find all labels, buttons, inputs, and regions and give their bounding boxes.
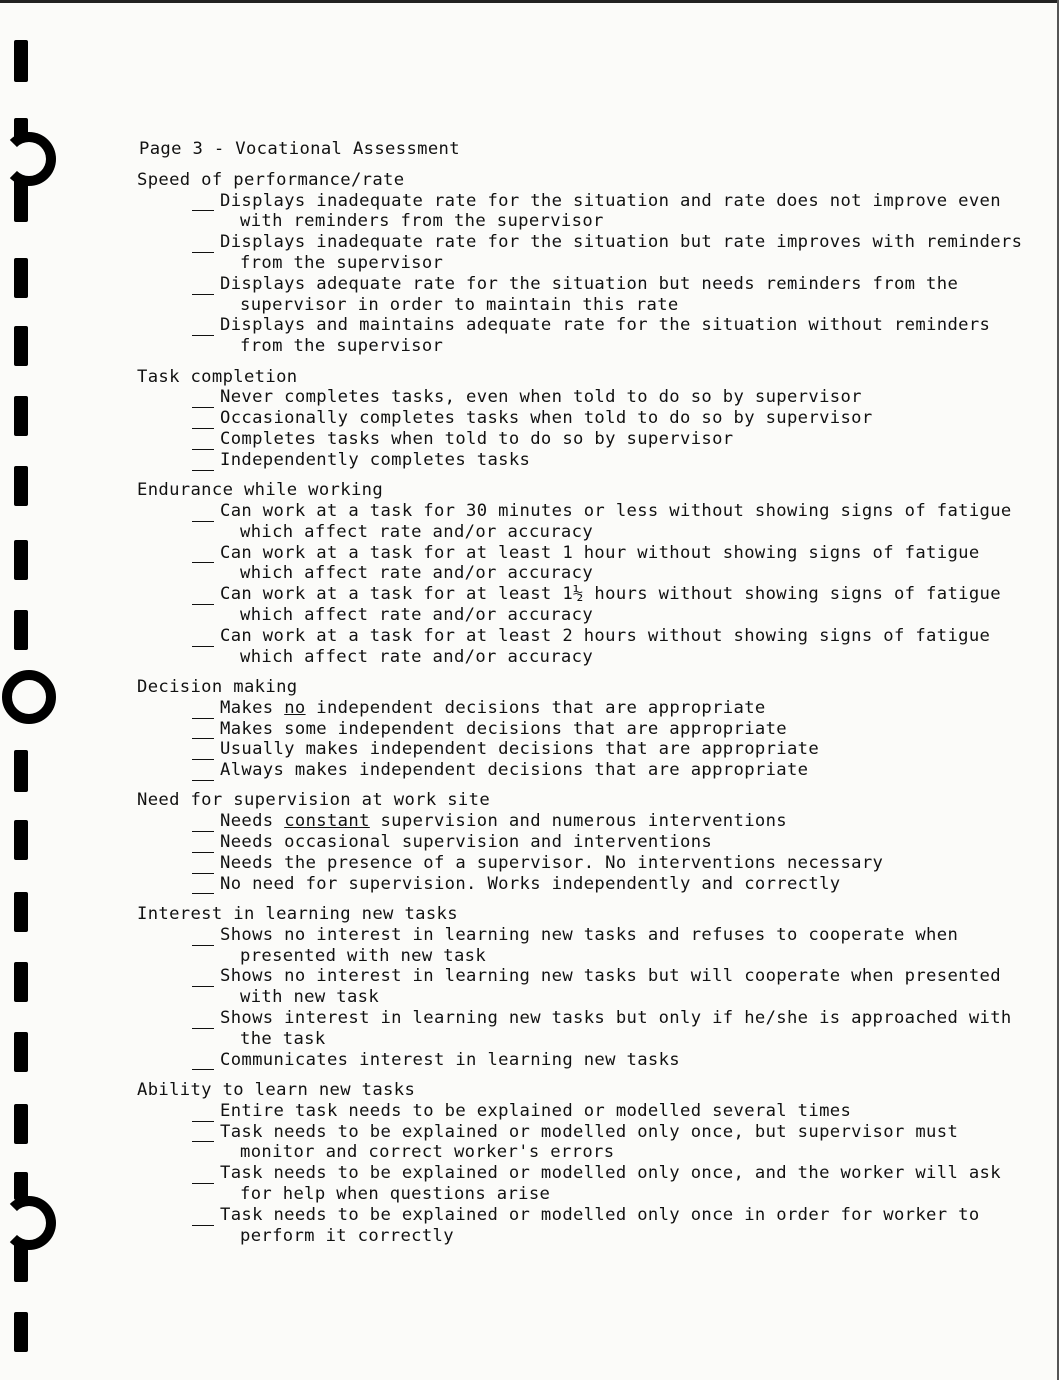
checkbox-blank[interactable] [192, 543, 214, 564]
checkbox-blank[interactable] [192, 832, 214, 853]
item-text: Completes tasks when told to do so by supervisor [220, 428, 734, 449]
item-text: Task needs to be explained or modelled only once, but supervisor must monitor and correct worker's errors [220, 1121, 959, 1163]
checkbox-blank[interactable] [192, 760, 214, 781]
checkbox-blank[interactable] [192, 450, 214, 471]
checklist-item [137, 232, 1027, 274]
item-text [220, 698, 1027, 719]
binder-bar [14, 610, 28, 650]
checklist-item [137, 698, 1027, 719]
item-text: Usually makes independent decisions that are appropriate [220, 739, 820, 760]
binder-bar [14, 396, 28, 436]
assessment-page [137, 139, 1027, 1256]
checkbox-blank[interactable] [192, 1163, 214, 1184]
checklist-item [137, 626, 1027, 668]
checklist-item [137, 1122, 1027, 1164]
binder-bar [14, 750, 28, 792]
item-text: Can work at a task for at least 1 hour without showing signs of fatigue which affect rate and/or accuracy [220, 542, 980, 584]
assessment-section [137, 904, 1027, 1070]
item-text: Always makes independent decisions that are appropriate [220, 760, 809, 781]
binder-bar [14, 892, 28, 932]
checkbox-blank[interactable] [192, 1205, 214, 1226]
item-text: Needs the presence of a supervisor. No interventions necessary [220, 852, 884, 873]
checklist-item [137, 387, 1027, 408]
checkbox-blank[interactable] [192, 191, 214, 212]
item-text: Shows interest in learning new tasks but only if he/she is approached with the task [220, 1008, 1012, 1049]
assessment-section [137, 677, 1027, 781]
item-text-emphasis: no [284, 697, 306, 718]
checkbox-blank[interactable] [192, 1101, 214, 1122]
binder-bar [14, 258, 28, 298]
item-text: Makes some independent decisions that are appropriate [220, 718, 787, 739]
item-text-post: independent decisions that are appropriate [305, 697, 766, 718]
assessment-section [137, 790, 1027, 894]
item-text: Needs occasional supervision and interventions [220, 832, 713, 853]
checklist-item [137, 739, 1027, 760]
binder-bar [14, 326, 28, 366]
item-text-pre: Needs [220, 811, 285, 832]
assessment-section [137, 480, 1027, 667]
item-text: Shows no interest in learning new tasks but will cooperate when presented with new task [220, 966, 1001, 1008]
page-title: Page 3 - Vocational Assessment [139, 139, 460, 159]
checklist-item [137, 501, 1027, 543]
checklist-item [137, 853, 1027, 874]
item-text-emphasis: constant [284, 811, 370, 832]
scan-top-edge [0, 0, 1059, 3]
checklist-item [137, 719, 1027, 740]
checkbox-blank[interactable] [192, 874, 214, 895]
checklist-item [137, 315, 1027, 357]
binder-bar [14, 40, 28, 82]
sections-container [137, 170, 1027, 1247]
item-text: Communicates interest in learning new tasks [220, 1049, 681, 1070]
binder-holes [0, 0, 70, 1380]
section-title: Ability to learn new tasks [137, 1080, 416, 1101]
binder-bar [14, 962, 28, 1002]
checkbox-blank[interactable] [192, 966, 214, 987]
section-title: Interest in learning new tasks [137, 904, 458, 925]
checklist-item [137, 1101, 1027, 1122]
checklist-item [137, 925, 1027, 967]
checkbox-blank[interactable] [192, 853, 214, 874]
binder-ring [2, 670, 56, 724]
checklist-item [137, 874, 1027, 895]
checklist-item [137, 1050, 1027, 1071]
item-text: Never completes tasks, even when told to do so by supervisor [220, 387, 862, 408]
checklist-item [137, 832, 1027, 853]
item-text: Occasionally completes tasks when told to do so by supervisor [220, 408, 873, 429]
checkbox-blank[interactable] [192, 232, 214, 253]
checklist-item [137, 191, 1027, 233]
binder-bar [14, 820, 28, 860]
binder-bar [14, 466, 28, 506]
item-text: Independently completes tasks [220, 449, 531, 470]
checklist-item [137, 1205, 1027, 1247]
checklist-item [137, 429, 1027, 450]
section-title: Speed of performance/rate [137, 169, 405, 190]
checkbox-blank[interactable] [192, 501, 214, 522]
section-title: Decision making [137, 676, 298, 697]
binder-bar [14, 1104, 28, 1144]
item-text: Displays and maintains adequate rate for the situation without reminders from the supervisor [220, 315, 991, 357]
item-text: Can work at a task for at least 1½ hours without showing signs of fatigue which affect rate and/or accuracy [220, 584, 1001, 625]
checkbox-blank[interactable] [192, 1050, 214, 1071]
item-text: No need for supervision. Works independently and correctly [220, 873, 841, 894]
checklist-item [137, 1163, 1027, 1205]
checkbox-blank[interactable] [192, 387, 214, 408]
checklist-item [137, 274, 1027, 316]
item-text: Displays inadequate rate for the situation but rate improves with reminders from the supervisor [220, 232, 1023, 273]
checklist-item [137, 450, 1027, 471]
checkbox-blank[interactable] [192, 429, 214, 450]
item-text-post: supervision and numerous interventions [369, 811, 787, 832]
checklist-item [137, 543, 1027, 585]
item-text: Can work at a task for at least 2 hours without showing signs of fatigue which affect rate and/or accuracy [220, 625, 991, 667]
checkbox-blank[interactable] [192, 719, 214, 740]
checkbox-blank[interactable] [192, 408, 214, 429]
checklist-item [137, 408, 1027, 429]
binder-bar [14, 1240, 28, 1282]
item-text: Can work at a task for 30 minutes or less without showing signs of fatigue which affect rate and/or accuracy [220, 500, 1012, 542]
checkbox-blank[interactable] [192, 1122, 214, 1143]
assessment-section [137, 367, 1027, 471]
checklist-item [137, 760, 1027, 781]
binder-ring [2, 1196, 56, 1250]
item-text-pre: Makes [220, 697, 285, 718]
binder-bar [14, 1032, 28, 1072]
assessment-section [137, 1080, 1027, 1246]
section-title: Endurance while working [137, 480, 384, 501]
checklist-item [137, 811, 1027, 832]
section-title: Task completion [137, 366, 298, 387]
binder-ring [2, 132, 56, 186]
item-text: Displays inadequate rate for the situation and rate does not improve even with reminders from the supervisor [220, 190, 1001, 232]
checklist-item [137, 966, 1027, 1008]
item-text: Shows no interest in learning new tasks and refuses to cooperate when presented with new task [220, 924, 959, 966]
assessment-section [137, 170, 1027, 357]
item-text: Entire task needs to be explained or modelled several times [220, 1100, 852, 1121]
checkbox-blank[interactable] [192, 1008, 214, 1029]
binder-bar [14, 540, 28, 580]
checklist-item [137, 584, 1027, 626]
section-title: Need for supervision at work site [137, 790, 491, 811]
checkbox-blank[interactable] [192, 315, 214, 336]
checkbox-blank[interactable] [192, 811, 214, 832]
item-text: Displays adequate rate for the situation but needs reminders from the supervisor in order to maintain this rate [220, 273, 959, 315]
checkbox-blank[interactable] [192, 698, 214, 719]
checklist-item [137, 1008, 1027, 1050]
checkbox-blank[interactable] [192, 925, 214, 946]
item-text: Task needs to be explained or modelled only once in order for worker to perform it correctly [220, 1204, 980, 1246]
checkbox-blank[interactable] [192, 274, 214, 295]
checkbox-blank[interactable] [192, 739, 214, 760]
item-text [220, 811, 1027, 832]
checkbox-blank[interactable] [192, 626, 214, 647]
checkbox-blank[interactable] [192, 584, 214, 605]
binder-bar [14, 1312, 28, 1352]
binder-bar [14, 178, 28, 222]
item-text: Task needs to be explained or modelled only once, and the worker will ask for help when questions arise [220, 1163, 1001, 1205]
